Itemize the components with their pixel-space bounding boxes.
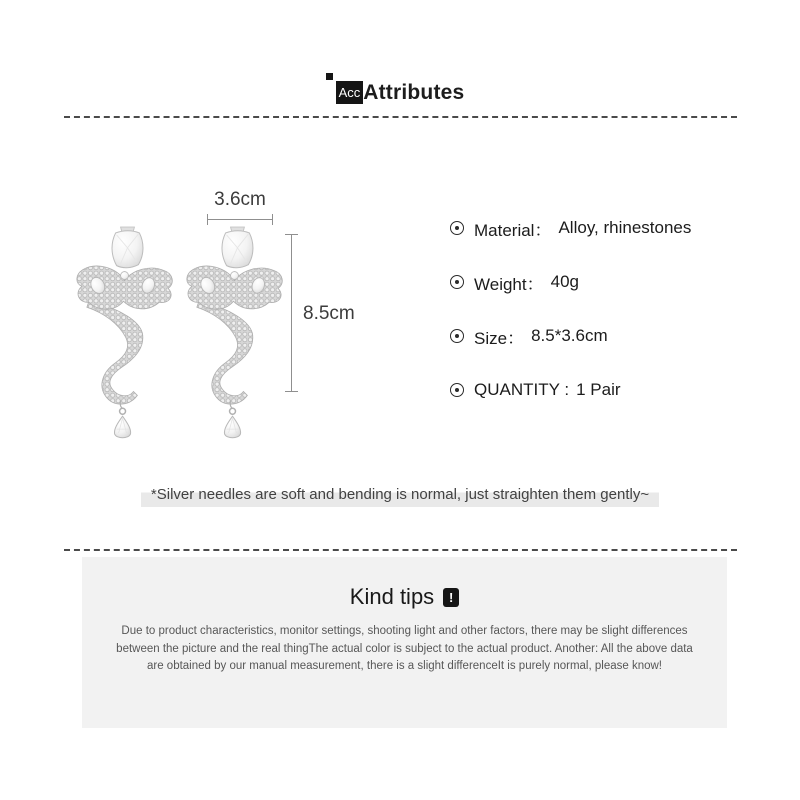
kind-tips-body: Due to product characteristics, monitor settings, shooting light and other factors, there may be slight differences between the picture and the real thingThe actual color is subject to the actual product. Another: All the above data are obtained by our manual measurement, there is a slight differenceIt is purely normal, please know! xyxy=(116,625,693,672)
attribute-row-size xyxy=(450,326,691,346)
attribute-row-quantity xyxy=(450,380,691,400)
exclamation-icon: ! xyxy=(443,588,459,607)
attribute-row-weight xyxy=(450,272,691,292)
earrings-product-image xyxy=(70,226,292,439)
silver-needle-note: *Silver needles are soft and bending is normal, just straighten them gently~ xyxy=(141,486,659,507)
badge-wrap xyxy=(336,81,364,104)
circled-dot-icon xyxy=(450,383,464,397)
attribute-label: QUANTITY : xyxy=(474,380,570,399)
kind-tips-box xyxy=(82,557,727,728)
width-measure-tick-right xyxy=(272,214,273,225)
attribute-row-material xyxy=(450,218,691,238)
circled-dot-icon xyxy=(450,221,464,235)
height-measure-label: 8.5cm xyxy=(303,303,355,324)
width-measure-label: 3.6cm xyxy=(214,189,266,210)
attribute-label: Weight： xyxy=(474,274,544,294)
attribute-value: 8.5*3.6cm xyxy=(531,326,608,345)
acc-badge: Acc xyxy=(336,81,364,104)
page-title: Attributes xyxy=(363,81,465,104)
width-measure-tick-left xyxy=(207,214,208,225)
earring-left xyxy=(77,227,172,438)
dashed-divider-bottom xyxy=(64,549,737,551)
circled-dot-icon xyxy=(450,329,464,343)
height-measure-line xyxy=(291,234,292,392)
circled-dot-icon xyxy=(450,275,464,289)
kind-tips-title: Kind tips xyxy=(349,584,435,609)
dashed-divider-top xyxy=(64,116,737,118)
attribute-value: 40g xyxy=(550,272,579,291)
attribute-value: 1 Pair xyxy=(576,380,621,399)
earring-right xyxy=(187,227,282,438)
height-measure-tick-top xyxy=(285,234,298,235)
attribute-value: Alloy, rhinestones xyxy=(558,218,692,237)
width-measure-line xyxy=(207,219,273,220)
height-measure-tick-bottom xyxy=(285,391,298,392)
decor-square-icon xyxy=(326,73,333,80)
note-row xyxy=(0,486,800,507)
kind-tips-title-row xyxy=(82,584,727,610)
attribute-label: Material： xyxy=(474,220,552,240)
section-header xyxy=(0,81,800,104)
attributes-list xyxy=(450,218,691,434)
attribute-label: Size： xyxy=(474,328,525,348)
